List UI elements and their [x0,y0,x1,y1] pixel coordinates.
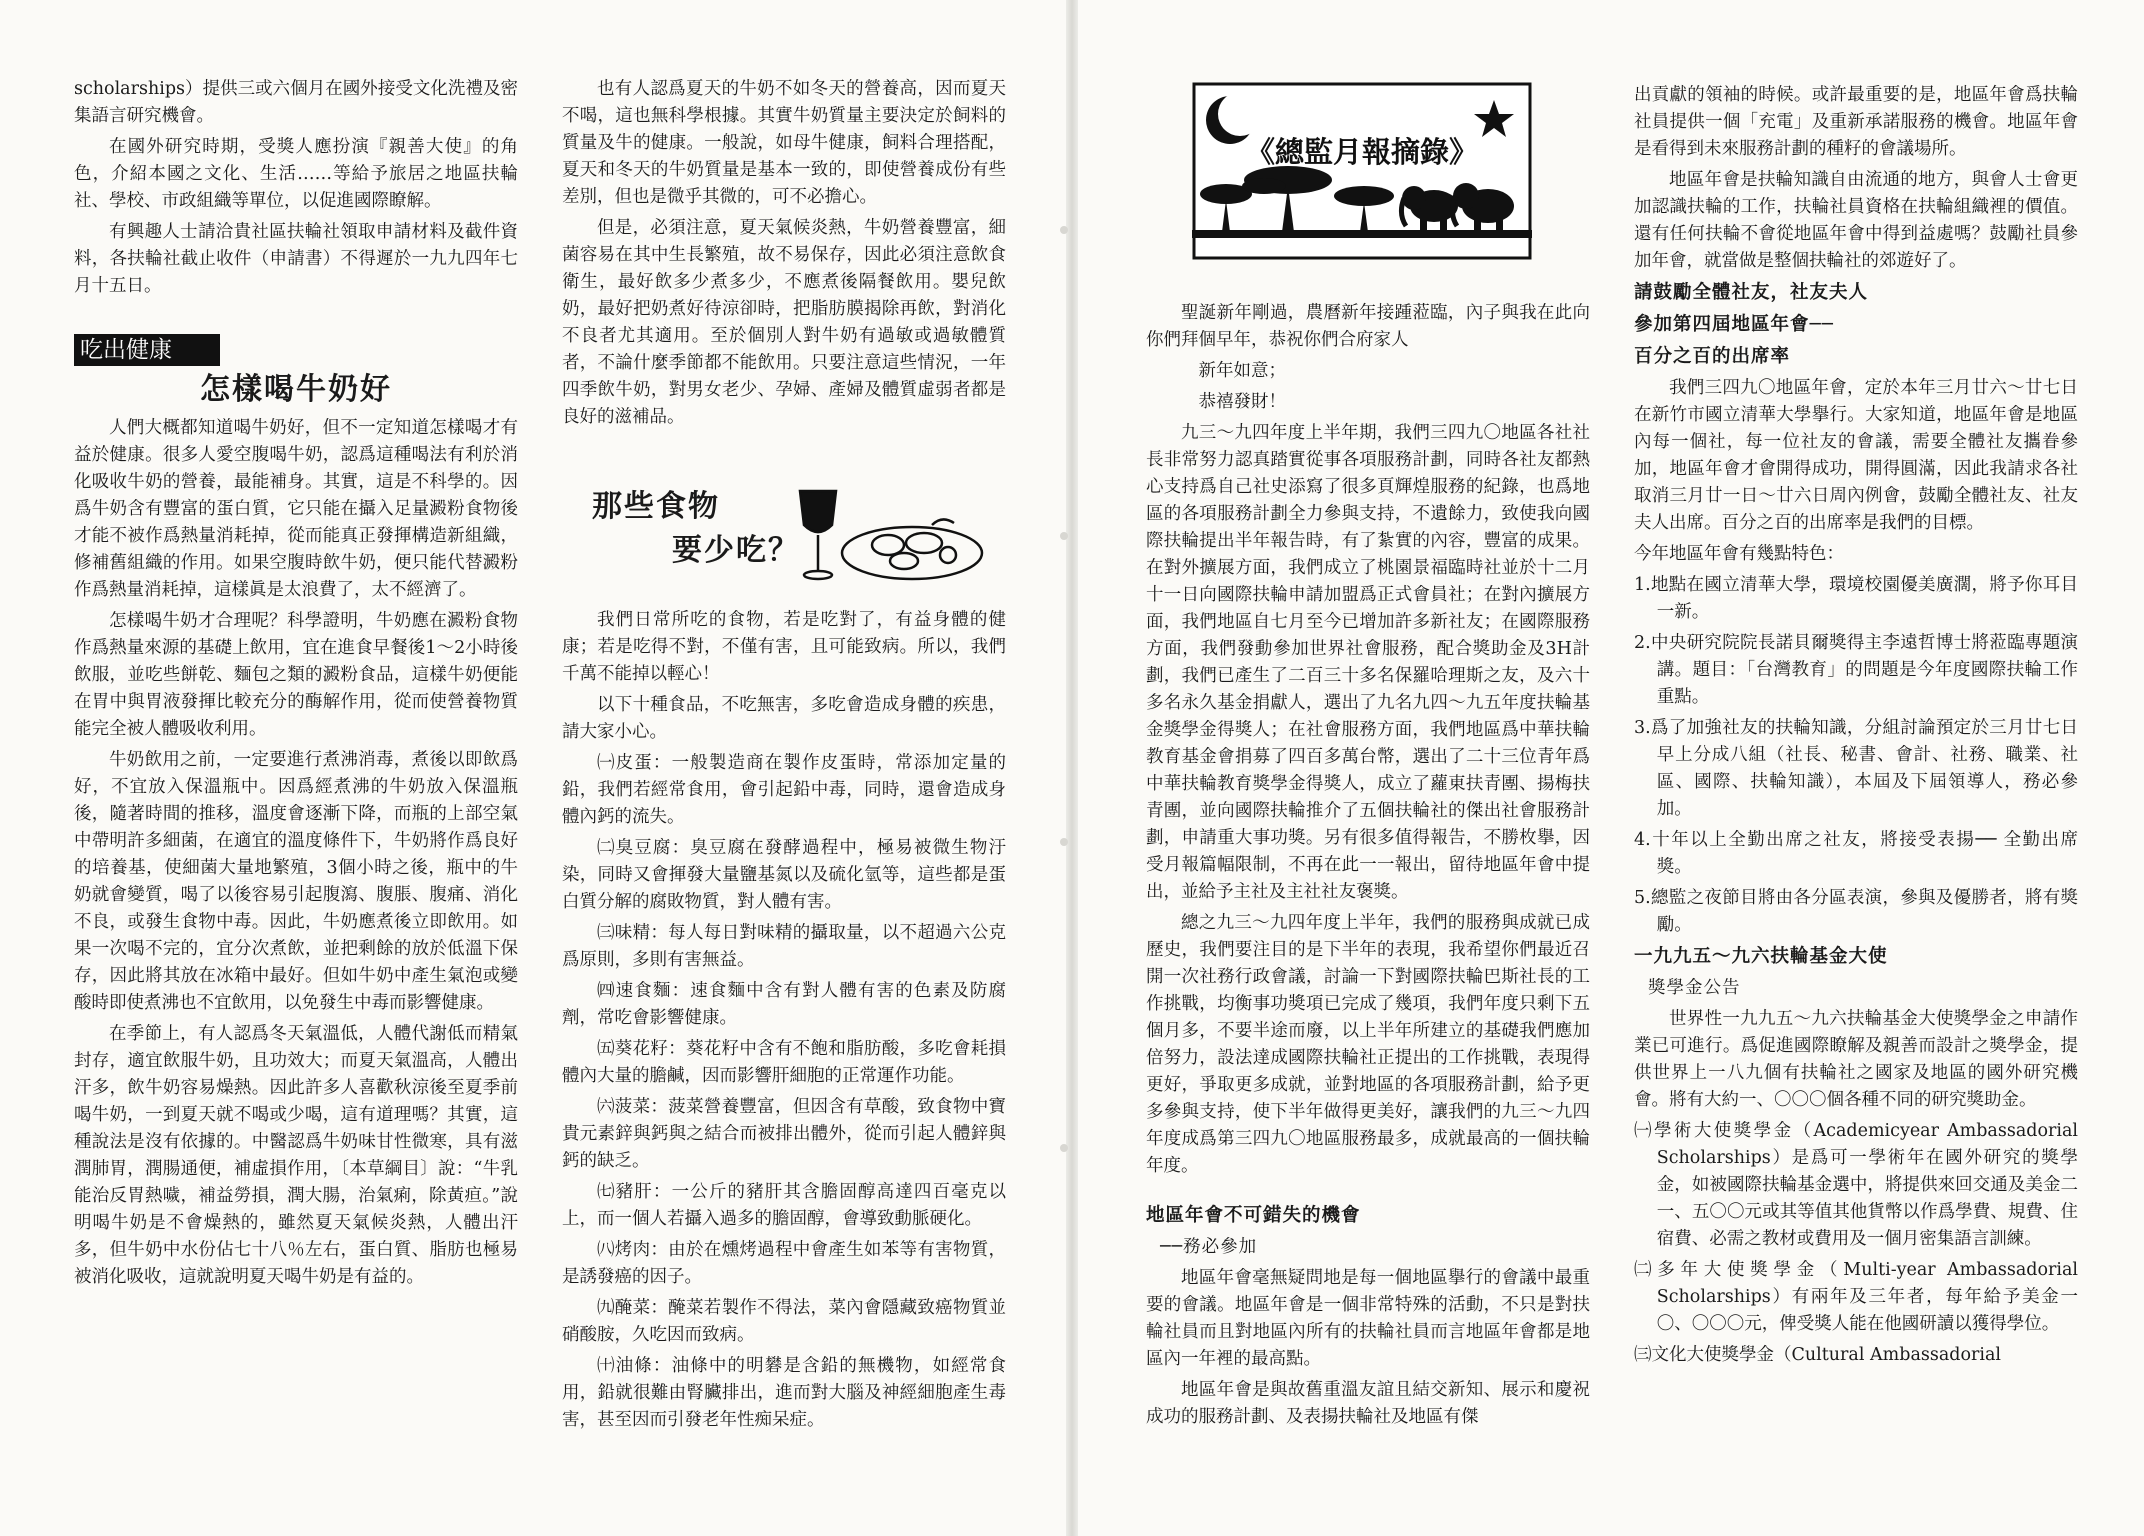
section-tag: 吃出健康 [74,334,220,366]
feature-item: 3.爲了加強社友的扶輪知識，分組討論預定於三月廿七日早上分成八組（社長、秘書、會計、社務、職業、社區、國際、扶輪知識），本屆及下屆領導人，務必參加。 [1634,718,2078,819]
encourage-heading: 參加第四屆地區年會── [1634,314,1834,335]
food-intro-paragraph: 我們日常所吃的食物，若是吃對了，有益身體的健康；若是吃得不對，不僅有害，且可能致病。所以，我們千萬不能掉以輕心！ [562,610,1006,684]
food-item: ㈡臭豆腐：臭豆腐在發酵過程中，極易被微生物汙染，同時又會揮發大量鹽基氮以及硫化氫等，這些都是蛋白質分解的腐敗物質，對人體有害。 [562,838,1006,912]
feature-item: 1.地點在國立清華大學，環境校園優美廣濶，將予你耳目一新。 [1634,575,2078,622]
continued-paragraph: 地區年會是扶輪知識自由流通的地方，與會人士會更加認識扶輪的工作，扶輪社員資格在扶輪組織裡的價值。還有任何扶輪不會從地區年會中得到益處嗎？鼓勵社員參加年會，就當做是整個扶輪社的郊遊好了。 [1634,170,2078,271]
article-title: 怎樣喝牛奶好 [200,372,392,407]
scholarship-subheading: 獎學金公告 [1648,978,1741,998]
intro-paragraph: 有興趣人士請洽貴社區扶輪社領取申請材料及截件資料，各扶輪社截止收件（申請書）不得遲於一九九四年七月十五日。 [74,222,518,296]
feature-item: 2.中央研究院院長諾貝爾獎得主李遠哲博士將蒞臨專題演講。題目：「台灣教育」的問題是今年度國際扶輪工作重點。 [1634,633,2078,707]
food-item: ㈩油條：油條中的明礬是含鉛的無機物，如經常食用，鉛就很難由腎臟排出，進而對大腦及神經細胞產生毒害，甚至因而引發老年性痴呆症。 [562,1356,1006,1430]
food-item: ㈣速食麵：速食麵中含有對人體有害的色素及防腐劑，常吃會影響健康。 [562,981,1006,1028]
binding-hole [1060,532,1068,540]
right-column-2 [1634,82,2078,1373]
food-title-line2: 要少吃？ [672,533,800,568]
scholarship-item: ㈠學術大使獎學金（Academicyear Ambassadorial Scholarships）是爲可一學術年在國外研究的獎學金，如被國際扶輪基金選中，將提供來回交通及美金二一、五〇〇元或其等值其他貨幣以作爲學費、規費、住宿費、必需之教材或費用及一個月密集語言訓練。 [1634,1121,2078,1249]
milk-paragraph: 但是，必須注意，夏天氣候炎熱，牛奶營養豐富，細菌容易在其中生長繁殖，故不易保存，因此必須注意飲食衛生，最好飲多少煮多少，不應煮後隔餐飲用。嬰兒飲奶，最好把奶煮好待涼卻時，把脂肪膜揭除再飲，對消化不良者尤其適用。至於個別人對牛奶有過敏或過敏體質者，不論什麼季節都不能飲用。只要注意這些情況，一年四季飲牛奶，對男女老少、孕婦、產婦及體質虛弱者都是良好的滋補品。 [562,218,1006,427]
meeting-paragraph: 地區年會毫無疑問地是每一個地區擧行的會議中最重要的會議。地區年會是一個非常特殊的活動，不只是對扶輪社員而且對地區內所有的扶輪社員而言地區年會都是地區內一年裡的最高點。 [1146,1268,1590,1369]
milk-paragraph: 也有人認爲夏天的牛奶不如冬天的營養高，因而夏天不喝，這也無科學根據。其實牛奶質量主要決定於飼料的質量及牛的健康。一般說，如母牛健康，飼料合理搭配，夏天和冬天的牛奶質量是基本一致的，即使營養成份有些差別，但也是微乎其微的，可不必擔心。 [562,79,1006,207]
encourage-heading: 百分之百的出席率 [1634,346,1791,367]
food-item: ㈠皮蛋：一般製造商在製作皮蛋時，常添加定量的鉛，我們若經常食用，會引起鉛中毒，同時，還會造成身體內鈣的流失。 [562,753,1006,827]
scholarship-intro: 世界性一九九五～九六扶輪基金大使獎學金之申請作業已可進行。爲促進國際瞭解及親善而設計之獎學金，提供世界上一八九個有扶輪社之國家及地區的國外研究機會。將有大約一、〇〇〇個各種不同的研究獎助金。 [1634,1009,2078,1110]
scholarship-item: ㈢文化大使獎學金（Cultural Ambassadorial [1634,1345,2002,1365]
article-paragraph: 怎樣喝牛奶才合理呢？科學證明，牛奶應在澱粉食物作爲熱量來源的基礎上飲用，宜在進食早餐後1～2小時後飲服，並吃些餅乾、麵包之類的澱粉食品，這樣牛奶便能在胃中與胃液發揮比較充分的酶解作用，從而使營養物質能完全被人體吸收利用。 [74,611,518,739]
feature-item: 4.十年以上全勤出席之社友，將接受表揚── 全勤出席獎。 [1634,830,2078,877]
food-item: ㈢味精：每人每日對味精的攝取量，以不超過六公克爲原則，多則有害無益。 [562,923,1006,970]
food-plate-illustration [792,485,992,595]
binding-hole [1060,838,1068,846]
food-title-line1: 那些食物 [592,489,720,524]
scholarship-heading: 一九九五～九六扶輪基金大使 [1634,946,1888,967]
report-paragraph: 總之九三～九四年度上半年，我們的服務與成就已成歷史，我們要注目的是下半年的表現，我希望你們最近召開一次社務行政會議，討論一下對國際扶輪巴斯社長的工作挑戰，均衡事功獎項已完成了幾項，我們年度只剩下五個月多，不要半途而廢，以上半年所建立的基礎我們應加倍努力，設法達成國際扶輪社正提出的工作挑戰，表現得更好，爭取更多成就，並對地區的各項服務計劃，給予更多參與支持，使下半年做得更美好，讓我們的九三～九四年度成爲第三四九〇地區服務最多，成就最高的一個扶輪年度。 [1146,913,1590,1176]
wine-glass-icon [800,491,836,579]
greeting-line: 聖誕新年剛過，農曆新年接踵蒞臨，內子與我在此向你們拜個早年，恭祝你們合府家人 [1146,303,1590,350]
left-column-2 [562,76,1006,1438]
features-intro: 今年地區年會有幾點特色： [1634,544,1844,564]
right-column-1 [1146,300,1590,1435]
food-item: ㈧烤肉：由於在燻烤過程中會產生如苯等有害物質，是誘發癌的因子。 [562,1240,1006,1287]
intro-paragraph: scholarships）提供三或六個月在國外接受文化洗禮及密集語言研究機會。 [74,79,518,126]
banner-frame [1192,82,1532,260]
meeting-paragraph: 地區年會是與故舊重溫友誼且結交新知、展示和慶祝成功的服務計劃、及表揚扶輪社及地區有傑 [1146,1380,1590,1427]
report-paragraph: 九三～九四年度上半年期，我們三四九〇地區各社社長非常努力認真踏實從事各項服務計劃，同時各社友都熱心支持爲自己社史添寫了很多頁輝煌服務的紀錄，也爲地區的各項服務計劃全力參與支持，不遺餘力，致使我向國際扶輪提出半年報告時，有了紮實的內容，豐富的成果。在對外擴展方面，我們成立了桃園景福臨時社並於十二月十一日向國際扶輪申請加盟爲正式會員社；在對內擴展方面，我們地區自七月至今已增加許多新社友；在國際服務方面，我們發動參加世界社會服務，配合獎助金及3H計劃，我們已產生了二百三十多名保羅哈理斯之友，及六十多名永久基金捐獻人，選出了九名九四～九五年度扶輪基金獎學金得獎人；在社會服務方面，我們地區爲中華扶輪教育基金會捐募了四百多萬台幣，選出了二十三位青年爲中華扶輪教育獎學金得獎人，成立了蘿東扶青團、揚梅扶青團，並向國際扶輪推介了五個扶輪社的傑出社會服務計劃，申請重大事功獎。另有很多值得報告，不勝枚擧，因受月報篇幅限制，不再在此一一報出，留待地區年會中提出，並給予主社及主社社友褒獎。 [1146,423,1590,902]
encourage-heading: 請鼓勵全體社友，社友夫人 [1634,282,1869,303]
article-paragraph: 在季節上，有人認爲冬天氣溫低，人體代謝低而精氣封存，適宜飲服牛奶，且功效大；而夏天氣溫高，人體出汗多，飲牛奶容易燥熱。因此許多人喜歡秋涼後至夏季前喝牛奶，一到夏天就不喝或少喝，這有道理嗎？其實，這種說法是沒有依據的。中醫認爲牛奶味甘性微寒，具有滋潤肺胃，潤腸通便，補虛損作用，〔本草綱目〕說：“牛乳能治反胃熱噦，補益勞損，潤大腸，治氣痢，除黃疸。”說明喝牛奶是不會燥熱的，雖然夏天氣候炎熱，人體出汗多，但牛奶中水份佔七十八％左右，蛋白質、脂肪也極易被消化吸收，這就說明夏天喝牛奶是有益的。 [74,1024,518,1287]
food-item: ㈨醃菜：醃菜若製作不得法，菜內會隱藏致癌物質並硝酸胺，久吃因而致病。 [562,1298,1006,1345]
greeting-line: 新年如意； [1198,361,1286,381]
food-item: ㈦豬肝：一公斤的豬肝其含膽固醇高達四百毫克以上，而一個人若攝入過多的膽固醇，會導致動脈硬化。 [562,1182,1006,1229]
meeting-heading: 地區年會不可錯失的機會 [1146,1205,1361,1226]
meeting-info-paragraph: 我們三四九〇地區年會，定於本年三月廿六～廿七日在新竹市國立清華大學擧行。大家知道，地區年會是地區內每一個社，每一位社友的會議，需要全體社友攜眷參加，地區年會才會開得成功，開得圓滿，因此我請求各社取消三月廿一日～廿六日周內例會，鼓勵全體社友、社友夫人出席。百分之百的出席率是我們的目標。 [1634,378,2078,533]
article-paragraph: 人們大概都知道喝牛奶好，但不一定知道怎樣喝才有益於健康。很多人愛空腹喝牛奶，認爲這種喝法有利於消化吸收牛奶的營養，最能補身。其實，這是不科學的。因爲牛奶含有豐富的蛋白質，它只能在攝入足量澱粉食物後才能不被作爲熱量消耗掉，從而能真正發揮構造新組織，修補舊組織的作用。如果空腹時飲牛奶，便只能代替澱粉作爲熱量消耗掉，這樣眞是太浪費了，太不經濟了。 [74,418,518,600]
intro-paragraph: 在國外研究時期，受獎人應扮演『親善大使』的角色，介紹本國之文化、生活……等給予旅居之地區扶輪社、學校、市政組織等單位，以促進國際瞭解。 [74,137,518,211]
food-item: ㈥菠菜：菠菜營養豐富，但因含有草酸，致食物中寶貴元素鋅與鈣與之結合而被排出體外，從而引起人體鋅與鈣的缺乏。 [562,1097,1006,1171]
food-title-block [562,485,1006,595]
left-column-1 [74,76,518,1295]
binding-hole [1060,1144,1068,1152]
scholarship-item: ㈡多年大使獎學金（Multi-year Ambassadorial Scholarships）有兩年及三年者，每年給予美金一〇、〇〇〇元，俾受獎人能在他國研讀以獲得學位。 [1634,1260,2078,1334]
greeting-line: 恭禧發財！ [1198,392,1286,412]
banner-title: 《總監月報摘錄》 [1245,135,1479,169]
food-item: ㈤葵花籽：葵花籽中含有不飽和脂肪酸，多吃會耗損體內大量的膽鹹，因而影響肝細胞的正常運作功能。 [562,1039,1006,1086]
binding-hole [1060,226,1068,234]
continued-paragraph: 出貢獻的領袖的時候。或許最重要的是，地區年會爲扶輪社員提供一個「充電」及重新承諾服務的機會。地區年會是看得到未來服務計劃的種籽的會議場所。 [1634,85,2078,159]
dish-icon [842,519,982,579]
meeting-subheading: ──務必參加 [1160,1237,1258,1257]
newsletter-banner [1192,82,1532,260]
feature-item: 5.總監之夜節目將由各分區表演，參與及優勝者，將有獎勵。 [1634,888,2078,935]
article-paragraph: 牛奶飲用之前，一定要進行煮沸消毒，煮後以即飲爲好，不宜放入保溫瓶中。因爲經煮沸的牛奶放入保溫瓶後，隨著時間的推移，溫度會逐漸下降，而瓶的上部空氣中帶明許多細菌，在適宜的溫度條件下，牛奶將作爲良好的培養基，使細菌大量地繁殖，3個小時之後，瓶中的牛奶就會變質，喝了以後容易引起腹瀉、腹脹、腹痛、消化不良，或發生食物中毒。因此，牛奶應煮後立即飲用。如果一次喝不完的，宜分次煮飲，並把剩餘的放於低溫下保存，因此將其放在冰箱中最好。但如牛奶中產生氣泡或變酸時即使煮沸也不宜飲用，以免發生中毒而影響健康。 [74,750,518,1013]
food-intro-paragraph: 以下十種食品，不吃無害，多吃會造成身體的疾患，請大家小心。 [562,695,1006,742]
